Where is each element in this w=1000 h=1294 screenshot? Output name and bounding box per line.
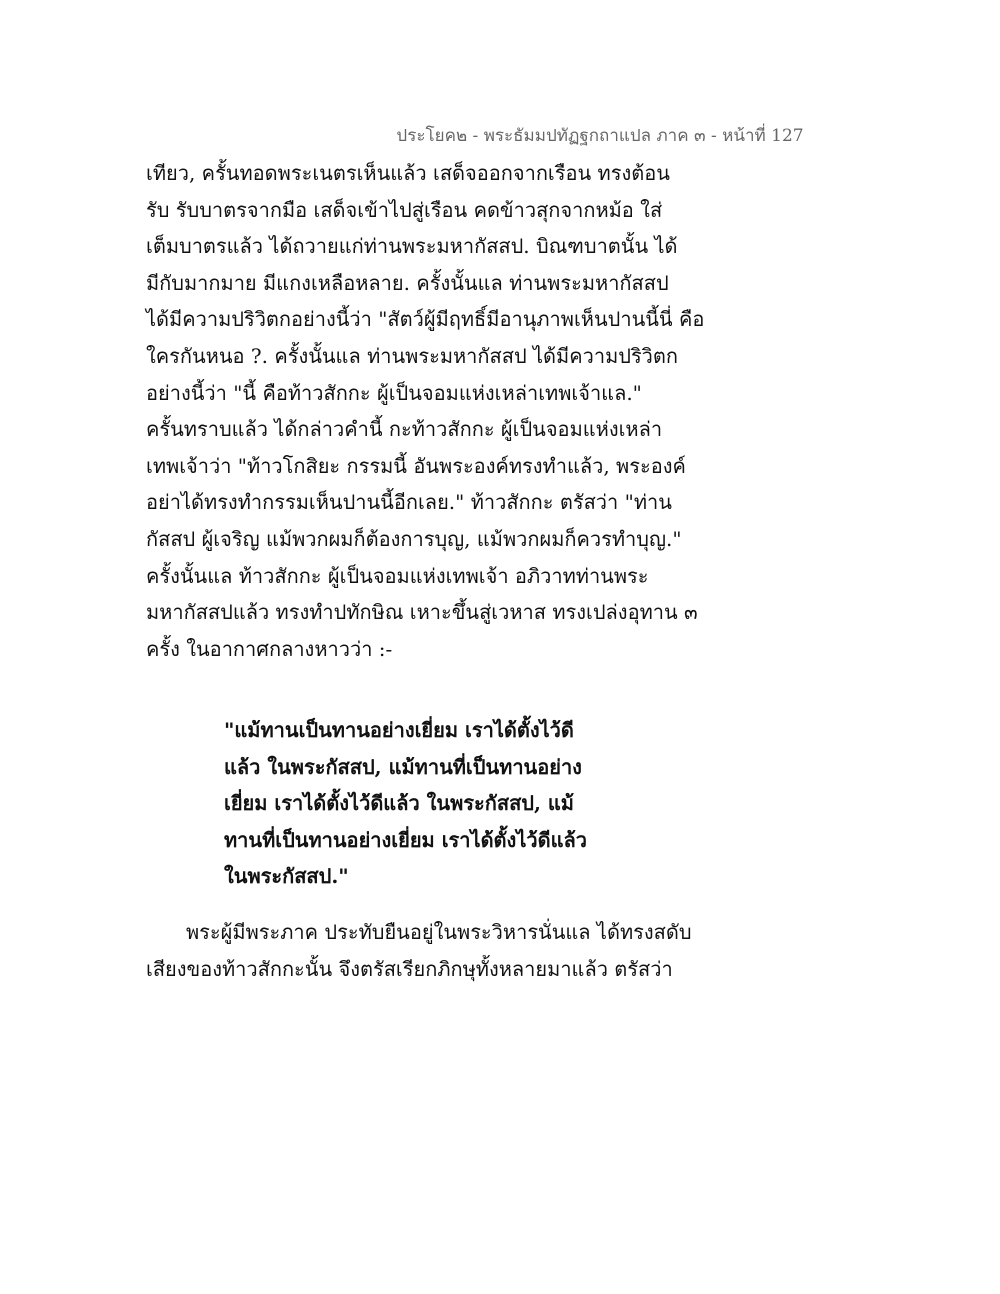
body-paragraph xyxy=(146,155,706,667)
text-line: ครั้นทราบแล้ว ได้กล่าวคำนี้ กะท้าวสักกะ ผู้เป็นจอมแห่งเหล่า xyxy=(146,417,663,442)
text-line: พระผู้มีพระภาค ประทับยืนอยู่ในพระวิหารนั่นแล ได้ทรงสดับ xyxy=(186,920,692,944)
text-line: มหากัสสปแล้ว ทรงทำปทักษิณ เหาะขึ้นสู่เวหาส ทรงเปล่งอุทาน ๓ xyxy=(146,600,698,625)
verse-line: ทานที่เป็นทานอย่างเยี่ยม เราได้ตั้งไว้ดีแล้ว xyxy=(224,827,587,852)
text-line: เทพเจ้าว่า "ท้าวโกสิยะ กรรมนี้ อันพระองค์ทรงทำแล้ว, พระองค์ xyxy=(146,453,686,478)
running-title: ประโยค๒ - พระธัมมปทัฏฐกถาแปล ภาค ๓ - หน้าที่ 127 xyxy=(396,126,804,146)
text-line: ใครกันหนอ ?. ครั้งนั้นแล ท่านพระมหากัสสป ได้มีความปริวิตก xyxy=(146,343,679,368)
text-line: เทียว, ครั้นทอดพระเนตรเห็นแล้ว เสด็จออกจากเรือน ทรงต้อน xyxy=(146,161,670,185)
text-line: ได้มีความปริวิตกอย่างนี้ว่า "สัตว์ผู้มีฤทธิ์มีอานุภาพเห็นปานนี้นี่ คือ xyxy=(146,307,705,332)
text-line: อย่างนี้ว่า "นี้ คือท้าวสักกะ ผู้เป็นจอมแห่งเหล่าเทพเจ้าแล." xyxy=(146,380,642,405)
text-line: อย่าได้ทรงทำกรรมเห็นปานนี้อีกเลย." ท้าวสักกะ ตรัสว่า "ท่าน xyxy=(146,490,672,515)
page-header xyxy=(0,122,1000,149)
verse-line: ในพระกัสสป." xyxy=(224,864,349,889)
verse-line: เยี่ยม เราได้ตั้งไว้ดีแล้ว ในพระกัสสป, แม้ xyxy=(224,791,574,816)
verse-line: แล้ว ในพระกัสสป, แม้ทานที่เป็นทานอย่าง xyxy=(224,754,582,779)
text-line: ครั้งนั้นแล ท้าวสักกะ ผู้เป็นจอมแห่งเทพเจ้า อภิวาทท่านพระ xyxy=(146,563,649,588)
text-line: มีกับมากมาย มีแกงเหลือหลาย. ครั้งนั้นแล ท่านพระมหากัสสป xyxy=(146,270,669,295)
text-line: เต็มบาตรแล้ว ได้ถวายแก่ท่านพระมหากัสสป. บิณฑบาตนั้น ได้ xyxy=(146,234,678,259)
text-line: กัสสป ผู้เจริญ แม้พวกผมก็ต้องการบุญ, แม้พวกผมก็ควรทำบุญ." xyxy=(146,526,682,551)
text-line: เสียงของท้าวสักกะนั้น จึงตรัสเรียกภิกษุทั้งหลายมาแล้ว ตรัสว่า xyxy=(146,956,673,981)
text-line: ครั้ง ในอากาศกลางหาวว่า :- xyxy=(146,636,393,661)
verse-line: "แม้ทานเป็นทานอย่างเยี่ยม เราได้ตั้งไว้ดี xyxy=(224,718,574,742)
verse-block xyxy=(224,712,624,895)
closing-paragraph xyxy=(146,914,706,987)
text-line: รับ รับบาตรจากมือ เสด็จเข้าไปสู่เรือน คดข้าวสุกจากหม้อ ใส่ xyxy=(146,197,663,222)
